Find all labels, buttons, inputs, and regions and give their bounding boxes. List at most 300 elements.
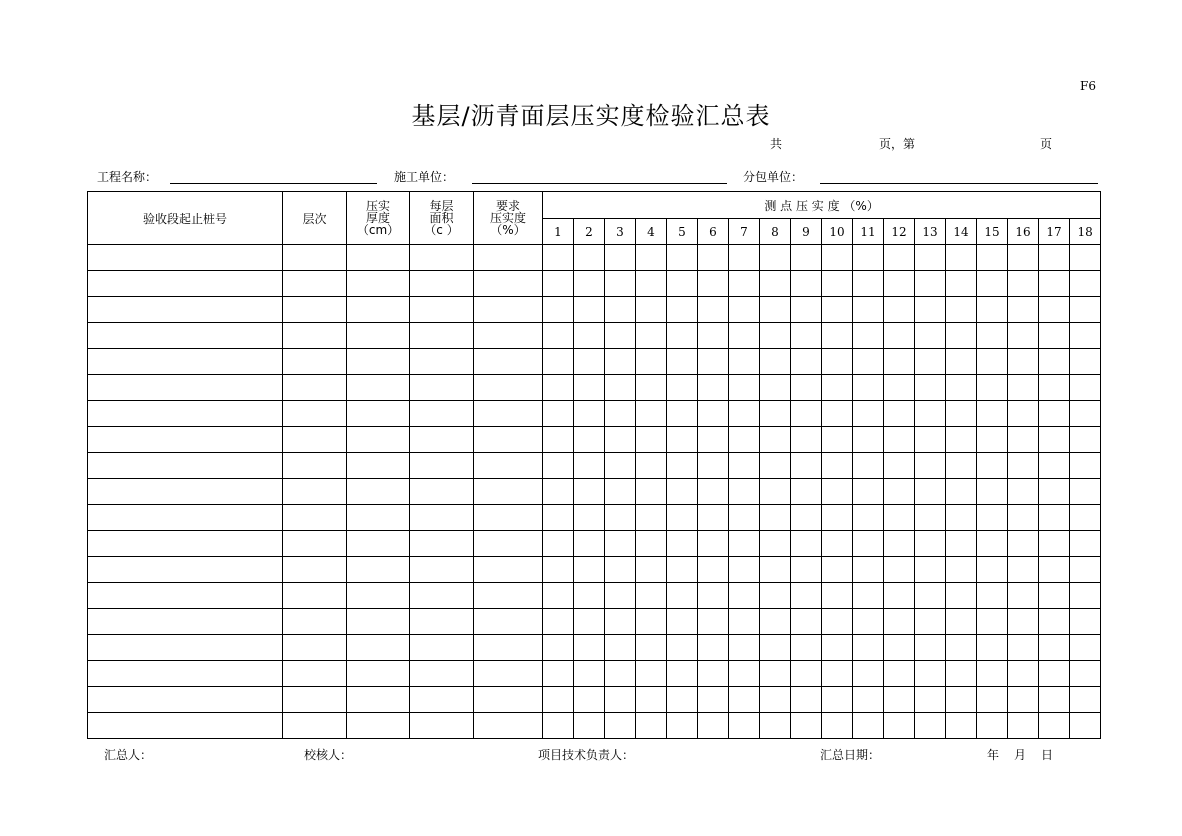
table-cell[interactable] bbox=[605, 271, 636, 297]
table-cell[interactable] bbox=[915, 713, 946, 739]
table-cell[interactable] bbox=[474, 375, 543, 401]
table-cell[interactable] bbox=[946, 505, 977, 531]
table-cell[interactable] bbox=[791, 297, 822, 323]
table-cell[interactable] bbox=[853, 349, 884, 375]
table-cell[interactable] bbox=[853, 635, 884, 661]
table-cell[interactable] bbox=[636, 297, 667, 323]
table-cell[interactable] bbox=[946, 453, 977, 479]
table-cell[interactable] bbox=[667, 531, 698, 557]
table-cell[interactable] bbox=[474, 687, 543, 713]
table-cell[interactable] bbox=[283, 323, 347, 349]
table-cell[interactable] bbox=[946, 401, 977, 427]
table-cell[interactable] bbox=[946, 297, 977, 323]
table-cell[interactable] bbox=[791, 375, 822, 401]
table-cell[interactable] bbox=[853, 323, 884, 349]
table-cell[interactable] bbox=[946, 609, 977, 635]
table-cell[interactable] bbox=[283, 297, 347, 323]
table-cell[interactable] bbox=[822, 661, 853, 687]
table-cell[interactable] bbox=[636, 245, 667, 271]
table-cell[interactable] bbox=[474, 713, 543, 739]
table-cell[interactable] bbox=[88, 583, 283, 609]
table-cell[interactable] bbox=[729, 635, 760, 661]
table-cell[interactable] bbox=[667, 687, 698, 713]
table-cell[interactable] bbox=[88, 557, 283, 583]
table-cell[interactable] bbox=[1070, 297, 1101, 323]
table-cell[interactable] bbox=[636, 583, 667, 609]
table-cell[interactable] bbox=[760, 531, 791, 557]
table-cell[interactable] bbox=[410, 635, 474, 661]
table-cell[interactable] bbox=[915, 297, 946, 323]
table-cell[interactable] bbox=[88, 687, 283, 713]
table-cell[interactable] bbox=[698, 427, 729, 453]
table-cell[interactable] bbox=[698, 713, 729, 739]
table-cell[interactable] bbox=[946, 427, 977, 453]
table-cell[interactable] bbox=[543, 349, 574, 375]
table-cell[interactable] bbox=[977, 583, 1008, 609]
table-cell[interactable] bbox=[574, 323, 605, 349]
table-cell[interactable] bbox=[347, 245, 410, 271]
table-cell[interactable] bbox=[760, 609, 791, 635]
table-cell[interactable] bbox=[760, 375, 791, 401]
table-cell[interactable] bbox=[822, 531, 853, 557]
table-cell[interactable] bbox=[884, 427, 915, 453]
table-cell[interactable] bbox=[884, 323, 915, 349]
table-cell[interactable] bbox=[698, 609, 729, 635]
table-cell[interactable] bbox=[347, 557, 410, 583]
table-cell[interactable] bbox=[760, 713, 791, 739]
table-cell[interactable] bbox=[1039, 505, 1070, 531]
table-cell[interactable] bbox=[760, 661, 791, 687]
table-cell[interactable] bbox=[853, 687, 884, 713]
table-cell[interactable] bbox=[667, 505, 698, 531]
table-cell[interactable] bbox=[977, 505, 1008, 531]
table-cell[interactable] bbox=[698, 297, 729, 323]
table-cell[interactable] bbox=[543, 323, 574, 349]
table-cell[interactable] bbox=[1070, 557, 1101, 583]
table-cell[interactable] bbox=[853, 401, 884, 427]
table-cell[interactable] bbox=[574, 479, 605, 505]
table-cell[interactable] bbox=[543, 531, 574, 557]
table-cell[interactable] bbox=[822, 479, 853, 505]
table-cell[interactable] bbox=[1008, 479, 1039, 505]
table-cell[interactable] bbox=[636, 349, 667, 375]
table-cell[interactable] bbox=[283, 349, 347, 375]
table-cell[interactable] bbox=[667, 271, 698, 297]
table-cell[interactable] bbox=[822, 375, 853, 401]
table-cell[interactable] bbox=[88, 271, 283, 297]
table-cell[interactable] bbox=[1070, 531, 1101, 557]
table-cell[interactable] bbox=[636, 635, 667, 661]
table-cell[interactable] bbox=[760, 687, 791, 713]
table-cell[interactable] bbox=[822, 583, 853, 609]
table-cell[interactable] bbox=[729, 427, 760, 453]
table-cell[interactable] bbox=[977, 427, 1008, 453]
table-cell[interactable] bbox=[283, 531, 347, 557]
table-cell[interactable] bbox=[667, 713, 698, 739]
table-cell[interactable] bbox=[822, 557, 853, 583]
table-cell[interactable] bbox=[977, 661, 1008, 687]
construction-unit-field[interactable] bbox=[472, 183, 727, 184]
table-cell[interactable] bbox=[88, 375, 283, 401]
table-cell[interactable] bbox=[791, 687, 822, 713]
table-cell[interactable] bbox=[1070, 609, 1101, 635]
table-cell[interactable] bbox=[636, 713, 667, 739]
table-cell[interactable] bbox=[1070, 349, 1101, 375]
table-cell[interactable] bbox=[474, 557, 543, 583]
table-cell[interactable] bbox=[88, 661, 283, 687]
table-cell[interactable] bbox=[410, 427, 474, 453]
table-cell[interactable] bbox=[977, 297, 1008, 323]
table-cell[interactable] bbox=[410, 479, 474, 505]
table-cell[interactable] bbox=[698, 635, 729, 661]
table-cell[interactable] bbox=[474, 427, 543, 453]
table-cell[interactable] bbox=[636, 427, 667, 453]
table-cell[interactable] bbox=[636, 557, 667, 583]
table-cell[interactable] bbox=[760, 323, 791, 349]
table-cell[interactable] bbox=[977, 713, 1008, 739]
table-cell[interactable] bbox=[605, 297, 636, 323]
table-cell[interactable] bbox=[760, 479, 791, 505]
table-cell[interactable] bbox=[283, 557, 347, 583]
table-cell[interactable] bbox=[729, 661, 760, 687]
table-cell[interactable] bbox=[915, 687, 946, 713]
table-cell[interactable] bbox=[574, 453, 605, 479]
table-cell[interactable] bbox=[1008, 349, 1039, 375]
table-cell[interactable] bbox=[1070, 505, 1101, 531]
table-cell[interactable] bbox=[698, 245, 729, 271]
table-cell[interactable] bbox=[915, 505, 946, 531]
table-cell[interactable] bbox=[884, 661, 915, 687]
table-cell[interactable] bbox=[791, 245, 822, 271]
table-cell[interactable] bbox=[853, 479, 884, 505]
table-cell[interactable] bbox=[884, 713, 915, 739]
table-cell[interactable] bbox=[791, 479, 822, 505]
table-cell[interactable] bbox=[791, 271, 822, 297]
table-cell[interactable] bbox=[88, 531, 283, 557]
table-cell[interactable] bbox=[822, 609, 853, 635]
table-cell[interactable] bbox=[1008, 401, 1039, 427]
table-cell[interactable] bbox=[729, 297, 760, 323]
table-cell[interactable] bbox=[410, 661, 474, 687]
table-cell[interactable] bbox=[283, 271, 347, 297]
table-cell[interactable] bbox=[543, 453, 574, 479]
table-cell[interactable] bbox=[977, 323, 1008, 349]
table-cell[interactable] bbox=[1070, 583, 1101, 609]
table-cell[interactable] bbox=[729, 687, 760, 713]
table-cell[interactable] bbox=[636, 505, 667, 531]
table-cell[interactable] bbox=[884, 375, 915, 401]
table-cell[interactable] bbox=[822, 635, 853, 661]
table-cell[interactable] bbox=[729, 479, 760, 505]
table-cell[interactable] bbox=[698, 271, 729, 297]
table-cell[interactable] bbox=[605, 609, 636, 635]
table-cell[interactable] bbox=[760, 245, 791, 271]
table-cell[interactable] bbox=[698, 401, 729, 427]
table-cell[interactable] bbox=[946, 479, 977, 505]
table-cell[interactable] bbox=[884, 479, 915, 505]
table-cell[interactable] bbox=[283, 609, 347, 635]
table-cell[interactable] bbox=[474, 479, 543, 505]
table-cell[interactable] bbox=[574, 713, 605, 739]
table-cell[interactable] bbox=[574, 609, 605, 635]
table-cell[interactable] bbox=[574, 505, 605, 531]
table-cell[interactable] bbox=[543, 609, 574, 635]
table-cell[interactable] bbox=[946, 323, 977, 349]
table-cell[interactable] bbox=[946, 375, 977, 401]
table-cell[interactable] bbox=[474, 609, 543, 635]
table-cell[interactable] bbox=[410, 505, 474, 531]
table-cell[interactable] bbox=[474, 661, 543, 687]
table-cell[interactable] bbox=[884, 297, 915, 323]
table-cell[interactable] bbox=[729, 453, 760, 479]
table-cell[interactable] bbox=[605, 245, 636, 271]
table-cell[interactable] bbox=[977, 635, 1008, 661]
table-cell[interactable] bbox=[1070, 713, 1101, 739]
table-cell[interactable] bbox=[474, 349, 543, 375]
table-cell[interactable] bbox=[347, 531, 410, 557]
table-cell[interactable] bbox=[605, 375, 636, 401]
table-cell[interactable] bbox=[543, 713, 574, 739]
table-cell[interactable] bbox=[667, 375, 698, 401]
table-cell[interactable] bbox=[1070, 245, 1101, 271]
project-name-field[interactable] bbox=[170, 183, 377, 184]
table-cell[interactable] bbox=[1070, 375, 1101, 401]
table-cell[interactable] bbox=[822, 297, 853, 323]
table-cell[interactable] bbox=[474, 297, 543, 323]
table-cell[interactable] bbox=[605, 479, 636, 505]
table-cell[interactable] bbox=[698, 531, 729, 557]
table-cell[interactable] bbox=[667, 427, 698, 453]
table-cell[interactable] bbox=[88, 297, 283, 323]
table-cell[interactable] bbox=[667, 583, 698, 609]
table-cell[interactable] bbox=[729, 531, 760, 557]
table-cell[interactable] bbox=[915, 557, 946, 583]
table-cell[interactable] bbox=[915, 609, 946, 635]
table-cell[interactable] bbox=[636, 687, 667, 713]
table-cell[interactable] bbox=[977, 479, 1008, 505]
table-cell[interactable] bbox=[1039, 531, 1070, 557]
table-cell[interactable] bbox=[729, 713, 760, 739]
table-cell[interactable] bbox=[853, 583, 884, 609]
table-cell[interactable] bbox=[283, 661, 347, 687]
table-cell[interactable] bbox=[977, 401, 1008, 427]
table-cell[interactable] bbox=[410, 401, 474, 427]
table-cell[interactable] bbox=[1039, 349, 1070, 375]
table-cell[interactable] bbox=[1039, 583, 1070, 609]
table-cell[interactable] bbox=[347, 349, 410, 375]
table-cell[interactable] bbox=[1039, 297, 1070, 323]
table-cell[interactable] bbox=[1039, 323, 1070, 349]
table-cell[interactable] bbox=[977, 609, 1008, 635]
table-cell[interactable] bbox=[347, 401, 410, 427]
table-cell[interactable] bbox=[605, 557, 636, 583]
table-cell[interactable] bbox=[347, 297, 410, 323]
table-cell[interactable] bbox=[605, 713, 636, 739]
table-cell[interactable] bbox=[474, 323, 543, 349]
table-cell[interactable] bbox=[946, 245, 977, 271]
table-cell[interactable] bbox=[636, 661, 667, 687]
table-cell[interactable] bbox=[853, 375, 884, 401]
table-cell[interactable] bbox=[347, 375, 410, 401]
table-cell[interactable] bbox=[1008, 297, 1039, 323]
table-cell[interactable] bbox=[543, 375, 574, 401]
table-cell[interactable] bbox=[698, 479, 729, 505]
table-cell[interactable] bbox=[915, 661, 946, 687]
table-cell[interactable] bbox=[791, 427, 822, 453]
table-cell[interactable] bbox=[636, 609, 667, 635]
table-cell[interactable] bbox=[760, 297, 791, 323]
table-cell[interactable] bbox=[347, 687, 410, 713]
table-cell[interactable] bbox=[88, 635, 283, 661]
table-cell[interactable] bbox=[729, 583, 760, 609]
table-cell[interactable] bbox=[574, 661, 605, 687]
table-cell[interactable] bbox=[915, 349, 946, 375]
table-cell[interactable] bbox=[347, 505, 410, 531]
table-cell[interactable] bbox=[977, 531, 1008, 557]
table-cell[interactable] bbox=[822, 427, 853, 453]
table-cell[interactable] bbox=[729, 505, 760, 531]
table-cell[interactable] bbox=[347, 609, 410, 635]
table-cell[interactable] bbox=[410, 271, 474, 297]
table-cell[interactable] bbox=[543, 687, 574, 713]
table-cell[interactable] bbox=[283, 245, 347, 271]
table-cell[interactable] bbox=[915, 427, 946, 453]
table-cell[interactable] bbox=[283, 505, 347, 531]
table-cell[interactable] bbox=[884, 557, 915, 583]
table-cell[interactable] bbox=[977, 687, 1008, 713]
table-cell[interactable] bbox=[283, 479, 347, 505]
table-cell[interactable] bbox=[474, 635, 543, 661]
table-cell[interactable] bbox=[667, 453, 698, 479]
table-cell[interactable] bbox=[667, 245, 698, 271]
table-cell[interactable] bbox=[543, 635, 574, 661]
table-cell[interactable] bbox=[853, 453, 884, 479]
table-cell[interactable] bbox=[698, 505, 729, 531]
table-cell[interactable] bbox=[605, 531, 636, 557]
table-cell[interactable] bbox=[884, 453, 915, 479]
table-cell[interactable] bbox=[347, 635, 410, 661]
table-cell[interactable] bbox=[729, 245, 760, 271]
table-cell[interactable] bbox=[822, 505, 853, 531]
table-cell[interactable] bbox=[760, 635, 791, 661]
table-cell[interactable] bbox=[791, 453, 822, 479]
table-cell[interactable] bbox=[946, 557, 977, 583]
table-cell[interactable] bbox=[729, 323, 760, 349]
table-cell[interactable] bbox=[884, 583, 915, 609]
table-cell[interactable] bbox=[698, 557, 729, 583]
table-cell[interactable] bbox=[474, 401, 543, 427]
table-cell[interactable] bbox=[636, 375, 667, 401]
table-cell[interactable] bbox=[667, 635, 698, 661]
table-cell[interactable] bbox=[1070, 453, 1101, 479]
table-cell[interactable] bbox=[760, 427, 791, 453]
table-cell[interactable] bbox=[543, 245, 574, 271]
table-cell[interactable] bbox=[474, 453, 543, 479]
table-cell[interactable] bbox=[283, 453, 347, 479]
table-cell[interactable] bbox=[574, 687, 605, 713]
table-cell[interactable] bbox=[822, 453, 853, 479]
table-cell[interactable] bbox=[543, 427, 574, 453]
table-cell[interactable] bbox=[1039, 479, 1070, 505]
table-cell[interactable] bbox=[347, 323, 410, 349]
table-cell[interactable] bbox=[760, 401, 791, 427]
table-cell[interactable] bbox=[574, 557, 605, 583]
table-cell[interactable] bbox=[853, 297, 884, 323]
table-cell[interactable] bbox=[605, 323, 636, 349]
table-cell[interactable] bbox=[636, 479, 667, 505]
table-cell[interactable] bbox=[636, 453, 667, 479]
table-cell[interactable] bbox=[884, 349, 915, 375]
table-cell[interactable] bbox=[1039, 453, 1070, 479]
table-cell[interactable] bbox=[1008, 661, 1039, 687]
table-cell[interactable] bbox=[667, 401, 698, 427]
table-cell[interactable] bbox=[574, 531, 605, 557]
table-cell[interactable] bbox=[853, 271, 884, 297]
table-cell[interactable] bbox=[884, 635, 915, 661]
table-cell[interactable] bbox=[822, 245, 853, 271]
table-cell[interactable] bbox=[915, 375, 946, 401]
table-cell[interactable] bbox=[977, 557, 1008, 583]
table-cell[interactable] bbox=[574, 401, 605, 427]
table-cell[interactable] bbox=[474, 245, 543, 271]
table-cell[interactable] bbox=[88, 323, 283, 349]
table-cell[interactable] bbox=[884, 245, 915, 271]
table-cell[interactable] bbox=[946, 583, 977, 609]
table-cell[interactable] bbox=[853, 427, 884, 453]
table-cell[interactable] bbox=[729, 557, 760, 583]
table-cell[interactable] bbox=[1008, 245, 1039, 271]
table-cell[interactable] bbox=[283, 713, 347, 739]
table-cell[interactable] bbox=[636, 531, 667, 557]
table-cell[interactable] bbox=[347, 713, 410, 739]
table-cell[interactable] bbox=[347, 661, 410, 687]
table-cell[interactable] bbox=[410, 349, 474, 375]
table-cell[interactable] bbox=[822, 323, 853, 349]
table-cell[interactable] bbox=[410, 245, 474, 271]
table-cell[interactable] bbox=[283, 635, 347, 661]
table-cell[interactable] bbox=[283, 427, 347, 453]
table-cell[interactable] bbox=[760, 583, 791, 609]
table-cell[interactable] bbox=[1008, 427, 1039, 453]
table-cell[interactable] bbox=[977, 245, 1008, 271]
table-cell[interactable] bbox=[853, 505, 884, 531]
table-cell[interactable] bbox=[474, 505, 543, 531]
table-cell[interactable] bbox=[1070, 661, 1101, 687]
table-cell[interactable] bbox=[283, 583, 347, 609]
table-cell[interactable] bbox=[347, 271, 410, 297]
table-cell[interactable] bbox=[853, 557, 884, 583]
table-cell[interactable] bbox=[1039, 245, 1070, 271]
table-cell[interactable] bbox=[1070, 427, 1101, 453]
table-cell[interactable] bbox=[729, 349, 760, 375]
table-cell[interactable] bbox=[1008, 453, 1039, 479]
table-cell[interactable] bbox=[946, 661, 977, 687]
table-cell[interactable] bbox=[822, 401, 853, 427]
table-cell[interactable] bbox=[884, 687, 915, 713]
table-cell[interactable] bbox=[543, 505, 574, 531]
table-cell[interactable] bbox=[698, 661, 729, 687]
table-cell[interactable] bbox=[574, 349, 605, 375]
table-cell[interactable] bbox=[347, 453, 410, 479]
table-cell[interactable] bbox=[1070, 687, 1101, 713]
table-cell[interactable] bbox=[853, 245, 884, 271]
table-cell[interactable] bbox=[1039, 271, 1070, 297]
table-cell[interactable] bbox=[1039, 401, 1070, 427]
table-cell[interactable] bbox=[543, 557, 574, 583]
table-cell[interactable] bbox=[1008, 271, 1039, 297]
table-cell[interactable] bbox=[574, 635, 605, 661]
table-cell[interactable] bbox=[283, 687, 347, 713]
